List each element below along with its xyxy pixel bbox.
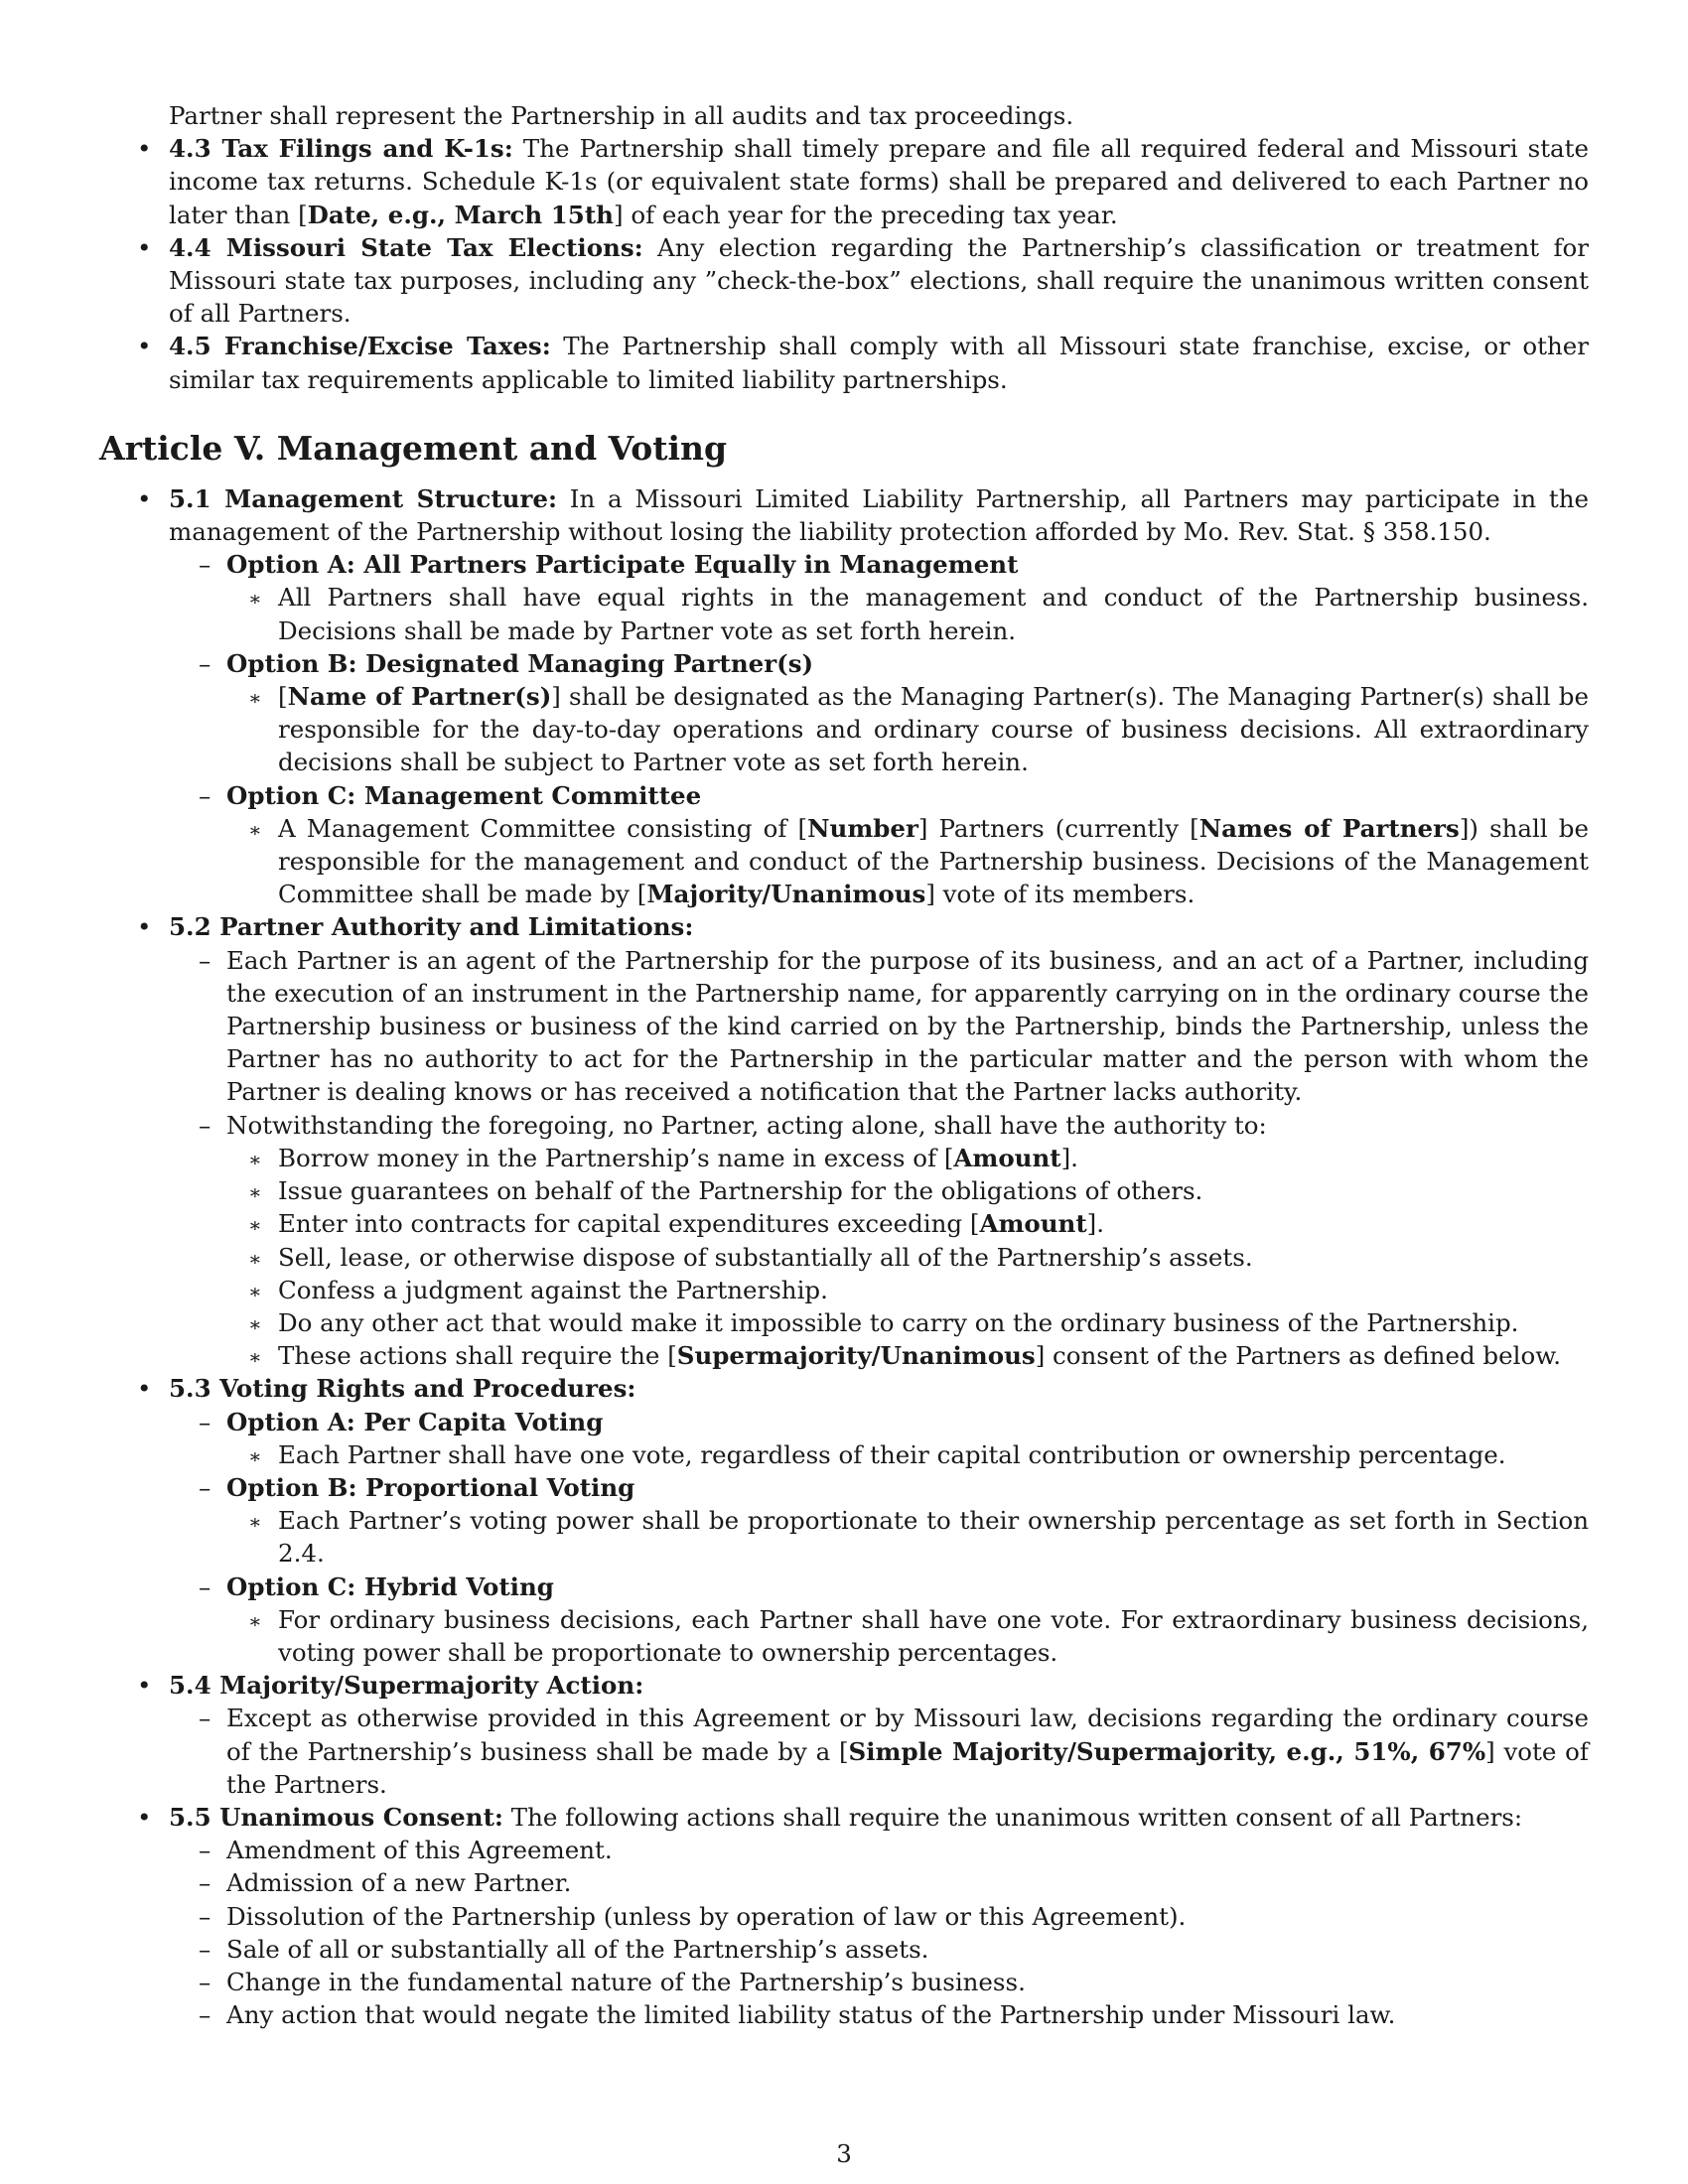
star-marker: ∗	[248, 1180, 262, 1205]
notwithstanding-paragraph: – Notwithstanding the foregoing, no Partner, acting alone, shall have the authority to:	[99, 1109, 1589, 1142]
option-b-text: ∗ [Name of Partner(s)] shall be designated as the Managing Partner(s). The Managing Partner(s) shall be responsible for the day-to-day operations and ordinary course of business decisions. All extraordinary decisions shall be subject to Partner vote as set forth herein.	[248, 682, 1589, 777]
dash-marker: –	[199, 1571, 211, 1601]
bullet-marker: •	[137, 134, 152, 164]
item-5-2	[99, 910, 1589, 943]
dash-marker: –	[199, 550, 211, 580]
option-a-text: ∗ All Partners shall have equal rights in the management and conduct of the Partnership business. Decisions shall be made by Partner vote as set forth herein.	[248, 583, 1589, 645]
placeholder: Amount	[953, 1143, 1061, 1172]
option-c-heading: – Option C: Management Committee	[99, 779, 1589, 812]
star-marker: ∗	[248, 1246, 262, 1271]
dash-marker: –	[199, 1868, 211, 1898]
dash-marker: –	[199, 1407, 211, 1436]
star-marker: ∗	[248, 587, 262, 612]
star-marker: ∗	[248, 1443, 262, 1468]
bullet-marker: •	[137, 483, 152, 513]
bullet-marker: •	[137, 1374, 152, 1404]
item-5-4	[99, 1669, 1589, 1702]
bullet-marker: •	[137, 1802, 152, 1832]
placeholder: Name of Partner(s)	[287, 682, 552, 712]
voting-option-b-text: ∗ Each Partner’s voting power shall be proportionate to their ownership percentage as set forth in Section 2.4.	[248, 1506, 1589, 1569]
voting-option-a-heading: – Option A: Per Capita Voting	[99, 1406, 1589, 1438]
limitation-item: ∗ Do any other act that would make it impossible to carry on the ordinary business of the Partnership.	[99, 1306, 1589, 1339]
dash-marker: –	[199, 1472, 211, 1502]
bullet-marker: •	[137, 332, 152, 361]
voting-option-c-heading: – Option C: Hybrid Voting	[99, 1570, 1589, 1603]
star-marker: ∗	[248, 1279, 262, 1303]
star-marker: ∗	[248, 1608, 262, 1633]
dash-marker: –	[199, 780, 211, 810]
placeholder: Number	[807, 813, 918, 843]
page-content	[99, 99, 1589, 2031]
item-label: 4.3 Tax Filings and K-1s:	[169, 134, 513, 164]
consent-item: – Sale of all or substantially all of the Partnership’s assets.	[99, 1933, 1589, 1966]
bullet-marker: •	[137, 912, 152, 942]
star-marker: ∗	[248, 686, 262, 711]
limitation-item: ∗ Enter into contracts for capital expenditures exceeding [Amount].	[99, 1207, 1589, 1240]
limitation-item: ∗ Borrow money in the Partnership’s name in excess of [Amount].	[99, 1142, 1589, 1174]
consent-item: – Dissolution of the Partnership (unless by operation of law or this Agreement).	[99, 1900, 1589, 1933]
dash-marker: –	[199, 1836, 211, 1865]
placeholder: Majority/Unanimous	[646, 880, 926, 909]
item-5-1: • 5.1 Management Structure: In a Missouri Limited Liability Partnership, all Partners may participate in the management of the Partnership without losing the liability protection afforded by Mo. Rev. Stat. § 358.150.	[137, 483, 1589, 547]
limitation-item: ∗ Issue guarantees on behalf of the Partnership for the obligations of others.	[99, 1174, 1589, 1207]
item-label: 5.5 Unanimous Consent:	[169, 1802, 503, 1832]
star-marker: ∗	[248, 1510, 262, 1535]
item-5-3	[99, 1372, 1589, 1405]
article-heading: Article V. Management and Voting	[99, 428, 728, 468]
item-5-5: • 5.5 Unanimous Consent: The following actions shall require the unanimous written consent of all Partners:	[99, 1801, 1589, 1834]
consent-item: – Amendment of this Agreement.	[99, 1834, 1589, 1866]
item-label: 5.4 Majority/Supermajority Action:	[169, 1671, 644, 1701]
voting-option-c-text: ∗ For ordinary business decisions, each Partner shall have one vote. For extraordinary business decisions, voting power shall be proportionate to ownership percentages.	[248, 1604, 1589, 1667]
star-marker: ∗	[248, 1345, 262, 1370]
star-marker: ∗	[248, 1213, 262, 1238]
limitation-item: ∗ These actions shall require the [Supermajority/Unanimous] consent of the Partners as defined below.	[99, 1339, 1589, 1372]
dash-marker: –	[199, 648, 211, 678]
item-4-5: • 4.5 Franchise/Excise Taxes: The Partnership shall comply with all Missouri state franchise, excise, or other similar tax requirements applicable to limited liability partnerships.	[137, 332, 1589, 394]
item-label: 5.2 Partner Authority and Limitations:	[169, 912, 694, 942]
limitation-item: ∗ Confess a judgment against the Partnership.	[99, 1274, 1589, 1306]
bullet-marker: •	[137, 232, 152, 262]
consent-item: – Any action that would negate the limited liability status of the Partnership under Missouri law.	[99, 1998, 1589, 2031]
agent-paragraph: – Each Partner is an agent of the Partnership for the purpose of its business, and an act of a Partner, including the execution of an instrument in the Partnership name, for apparently carrying on in the ordinary course the Partnership business or business of the kind carried on by the Partnership, binds the Partnership, unless the Partner has no authority to act for the Partnership in the particular matter and the person with whom the Partner is dealing knows or has received a notification that the Partner lacks authority.	[199, 945, 1589, 1107]
page-number: 3	[836, 2139, 852, 2168]
majority-paragraph: – Except as otherwise provided in this Agreement or by Missouri law, decisions regarding the ordinary course of the Partnership’s business shall be made by a [Simple Majority/Supermajority, e.g., 51%, 67%] vote of the Partners.	[199, 1704, 1589, 1799]
item-4-4: • 4.4 Missouri State Tax Elections: Any election regarding the Partnership’s classification or treatment for Missouri state tax purposes, including any ”check-the-box” elections, shall require the unanimous written consent of all Partners.	[137, 232, 1589, 329]
bullet-marker: •	[137, 1671, 152, 1701]
consent-item: – Admission of a new Partner.	[99, 1866, 1589, 1899]
dash-marker: –	[199, 1967, 211, 1996]
placeholder: Supermajority/Unanimous	[676, 1341, 1036, 1371]
item-label: 5.1 Management Structure:	[169, 483, 557, 513]
dash-marker: –	[199, 1901, 211, 1931]
item-label: 5.3 Voting Rights and Procedures:	[169, 1374, 636, 1404]
option-a-heading: – Option A: All Partners Participate Equally in Management	[99, 548, 1589, 581]
dash-marker: –	[199, 1704, 211, 1733]
dash-marker: –	[199, 1934, 211, 1964]
limitation-item: ∗ Sell, lease, or otherwise dispose of substantially all of the Partnership’s assets.	[99, 1241, 1589, 1274]
dash-marker: –	[199, 945, 211, 975]
placeholder: Simple Majority/Supermajority, e.g., 51%, 67%	[848, 1736, 1486, 1766]
placeholder: Names of Partners	[1198, 813, 1460, 843]
continuation-line: Partner shall represent the Partnership in all audits and tax proceedings.	[169, 101, 1074, 130]
voting-option-b-heading: – Option B: Proportional Voting	[99, 1471, 1589, 1504]
star-marker: ∗	[248, 817, 262, 842]
consent-item: – Change in the fundamental nature of the Partnership’s business.	[99, 1966, 1589, 1998]
star-marker: ∗	[248, 1147, 262, 1171]
dash-marker: –	[199, 1110, 211, 1140]
item-label: 4.5 Franchise/Excise Taxes:	[169, 332, 551, 361]
voting-option-a-text: ∗ Each Partner shall have one vote, regardless of their capital contribution or ownership percentage.	[99, 1438, 1589, 1471]
placeholder: Amount	[979, 1209, 1087, 1239]
item-4-3: • 4.3 Tax Filings and K-1s: The Partnership shall timely prepare and file all required federal and Missouri state income tax returns. Schedule K-1s (or equivalent state forms) shall be prepared and delivered to each Partner no later than [Date, e.g., March 15th] of each year for the preceding tax year.	[137, 134, 1590, 229]
option-b-heading: – Option B: Designated Managing Partner(s)	[99, 647, 1589, 680]
placeholder: Date, e.g., March 15th	[307, 200, 614, 229]
item-label: 4.4 Missouri State Tax Elections:	[169, 232, 643, 262]
star-marker: ∗	[248, 1311, 262, 1336]
option-c-text: ∗ A Management Committee consisting of [Number] Partners (currently [Names of Partners]) shall be responsible for the management and conduct of the Partnership business. Decisions of the Management Committee shall be made by [Majority/Unanimous] vote of its members.	[248, 813, 1589, 909]
dash-marker: –	[199, 2000, 211, 2030]
